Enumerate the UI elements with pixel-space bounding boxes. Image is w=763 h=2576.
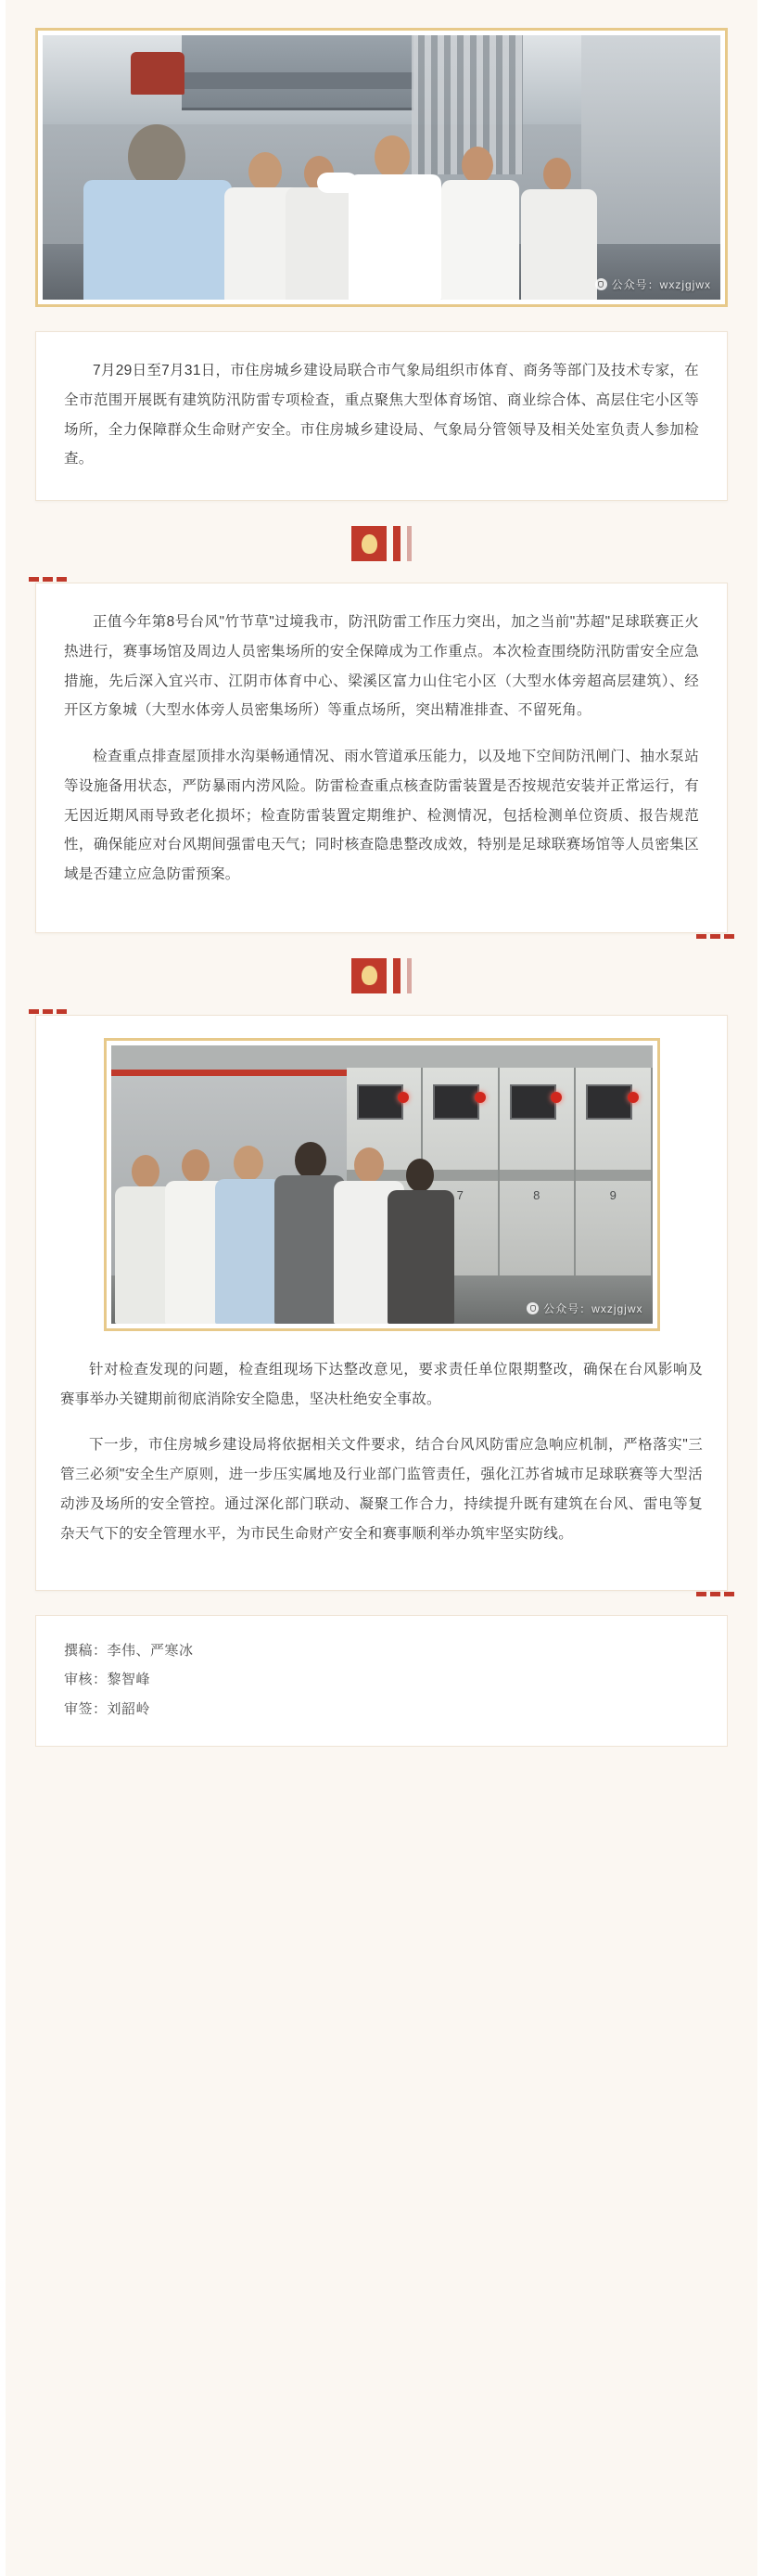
person-body xyxy=(388,1190,454,1324)
corner-dash xyxy=(43,577,53,582)
corner-mark-top-left xyxy=(29,577,67,582)
panel-stripe xyxy=(576,1170,651,1181)
person-arm xyxy=(317,173,358,193)
panel-stripe xyxy=(423,1170,498,1181)
panel-number: 8 xyxy=(533,1187,540,1202)
red-bar-ornament xyxy=(393,958,401,993)
watermark-badge-icon xyxy=(595,278,607,290)
corner-mark-top-left xyxy=(29,1009,67,1014)
ceiling-shape xyxy=(111,1045,653,1070)
person-head xyxy=(182,1149,210,1183)
person-head xyxy=(375,135,410,178)
corner-dash xyxy=(57,577,67,582)
signature-line-author: 撰稿：李伟、严寒冰 xyxy=(64,1642,194,1659)
person-body xyxy=(441,180,519,300)
person-head xyxy=(248,152,282,191)
mid-photo-card xyxy=(35,1015,728,1591)
photo-inspection-corridor xyxy=(43,35,720,300)
body-text-card xyxy=(35,583,728,933)
panel-meter xyxy=(357,1084,403,1120)
divider-ornament-1 xyxy=(35,525,728,562)
person-body xyxy=(215,1179,282,1324)
seal-inner-shape xyxy=(362,966,377,985)
panel-number: 9 xyxy=(609,1187,617,1202)
photo-frame-mid xyxy=(104,1038,660,1331)
person-body xyxy=(349,174,441,300)
watermark xyxy=(527,1301,642,1316)
photo-frame-top xyxy=(35,28,728,307)
signature-line-reviewer: 审核：黎智峰 xyxy=(64,1672,151,1688)
person-body xyxy=(286,187,358,300)
lead-text-card xyxy=(35,331,728,501)
corner-mark-bottom-right xyxy=(696,934,734,939)
panel-meter xyxy=(586,1084,632,1120)
person-head xyxy=(462,147,493,184)
person-body xyxy=(83,180,232,300)
panel-stripe xyxy=(500,1170,575,1181)
panel-meter xyxy=(510,1084,556,1120)
panel-number: 7 xyxy=(456,1187,464,1202)
corner-dash xyxy=(724,1592,734,1596)
watermark-badge-icon xyxy=(527,1302,539,1314)
indicator-lamp-icon xyxy=(551,1092,562,1103)
photo-switchgear-room xyxy=(111,1045,653,1324)
panel-meter xyxy=(433,1084,479,1120)
person-head xyxy=(234,1146,263,1181)
paragraph: 针对检查发现的问题，检查组现场下达整改意见，要求责任单位限期整改，确保在台风影响及赛事举办关键期前彻底消除安全隐患，坚决杜绝安全事故。 xyxy=(60,1361,703,1407)
person-head xyxy=(543,158,571,191)
signature-block xyxy=(35,1615,728,1748)
seal-ornament xyxy=(351,958,387,993)
corner-dash xyxy=(710,934,720,939)
person-head xyxy=(406,1159,434,1192)
indicator-lamp-icon xyxy=(398,1092,409,1103)
corner-dash xyxy=(696,934,706,939)
indicator-lamp-icon xyxy=(628,1092,639,1103)
person-head xyxy=(295,1142,326,1179)
watermark-text: 公众号：wxzjgjwx xyxy=(543,1301,643,1315)
red-bar-ornament-thin xyxy=(407,526,412,561)
corner-dash xyxy=(696,1592,706,1596)
paragraph: 下一步，市住房城乡建设局将依据相关文件要求，结合台风风防雷应急响应机制，严格落实"三管三必须"安全生产原则，进一步压实属地及行业部门监管责任，强化江苏省城市足球联赛等大型活动涉及场所的安全管控。通过深化部门联动、凝聚工作合力，持续提升既有建筑在台风、雷电等复杂天气下的安全管理水平，为市民生命财产安全和赛事顺利举办筑牢坚实防线。 xyxy=(60,1437,703,1542)
corner-dash xyxy=(29,1009,39,1014)
watermark-text: 公众号：wxzjgjwx xyxy=(611,278,711,291)
corner-dash xyxy=(724,934,734,939)
divider-ornament-2 xyxy=(35,957,728,994)
paragraph: 检查重点排查屋顶排水沟渠畅通情况、雨水管道承压能力，以及地下空间防汛闸门、抽水泵站等设施备用状态，严防暴雨内涝风险。防雷检查重点核查防雷装置是否按规范安装并正常运行，有无因近期风雨导致老化损坏；检查防雷装置定期维护、检测情况，包括检测单位资质、报告规范性，确保能应对台风期间强雷电天气；同时核查隐患整改成效，特别是足球联赛场馆等人员密集区域是否建立应急防雷预案。 xyxy=(64,749,699,883)
corner-mark-bottom-right xyxy=(696,1592,734,1596)
indicator-lamp-icon xyxy=(475,1092,486,1103)
corner-dash xyxy=(29,577,39,582)
person-body xyxy=(521,189,597,300)
seal-ornament xyxy=(351,526,387,561)
red-equipment-shape xyxy=(131,52,184,95)
corner-dash xyxy=(710,1592,720,1596)
watermark xyxy=(595,276,711,292)
seal-inner-shape xyxy=(362,534,377,554)
corner-dash xyxy=(57,1009,67,1014)
corner-dash xyxy=(43,1009,53,1014)
person-head xyxy=(132,1155,159,1188)
paragraph: 7月29日至7月31日，市住房城乡建设局联合市气象局组织市体育、商务等部门及技术专家，在全市范围开展既有建筑防汛防雷专项检查，重点聚焦大型体育场馆、商业综合体、高层住宅小区等场所，全力保障群众生命财产安全。市住房城乡建设局、气象局分管领导及相关处室负责人参加检查。 xyxy=(64,363,699,468)
signature-line-approver: 审签：刘韶岭 xyxy=(64,1700,151,1717)
paragraph: 正值今年第8号台风"竹节草"过境我市，防汛防雷工作压力突出，加之当前"苏超"足球联赛正火热进行，赛事场馆及周边人员密集场所的安全保障成为工作重点。本次检查围绕防汛防雷安全应急措施，先后深入宜兴市、江阴市体育中心、梁溪区富力山住宅小区（大型水体旁超高层建筑）、经开区方象城（大型水体旁人员密集场所）等重点场所，突出精准排查、不留死角。 xyxy=(64,614,699,719)
red-bar-ornament-thin xyxy=(407,958,412,993)
air-duct-band-shape xyxy=(182,72,413,89)
person-head xyxy=(354,1147,384,1183)
red-bar-ornament xyxy=(393,526,401,561)
